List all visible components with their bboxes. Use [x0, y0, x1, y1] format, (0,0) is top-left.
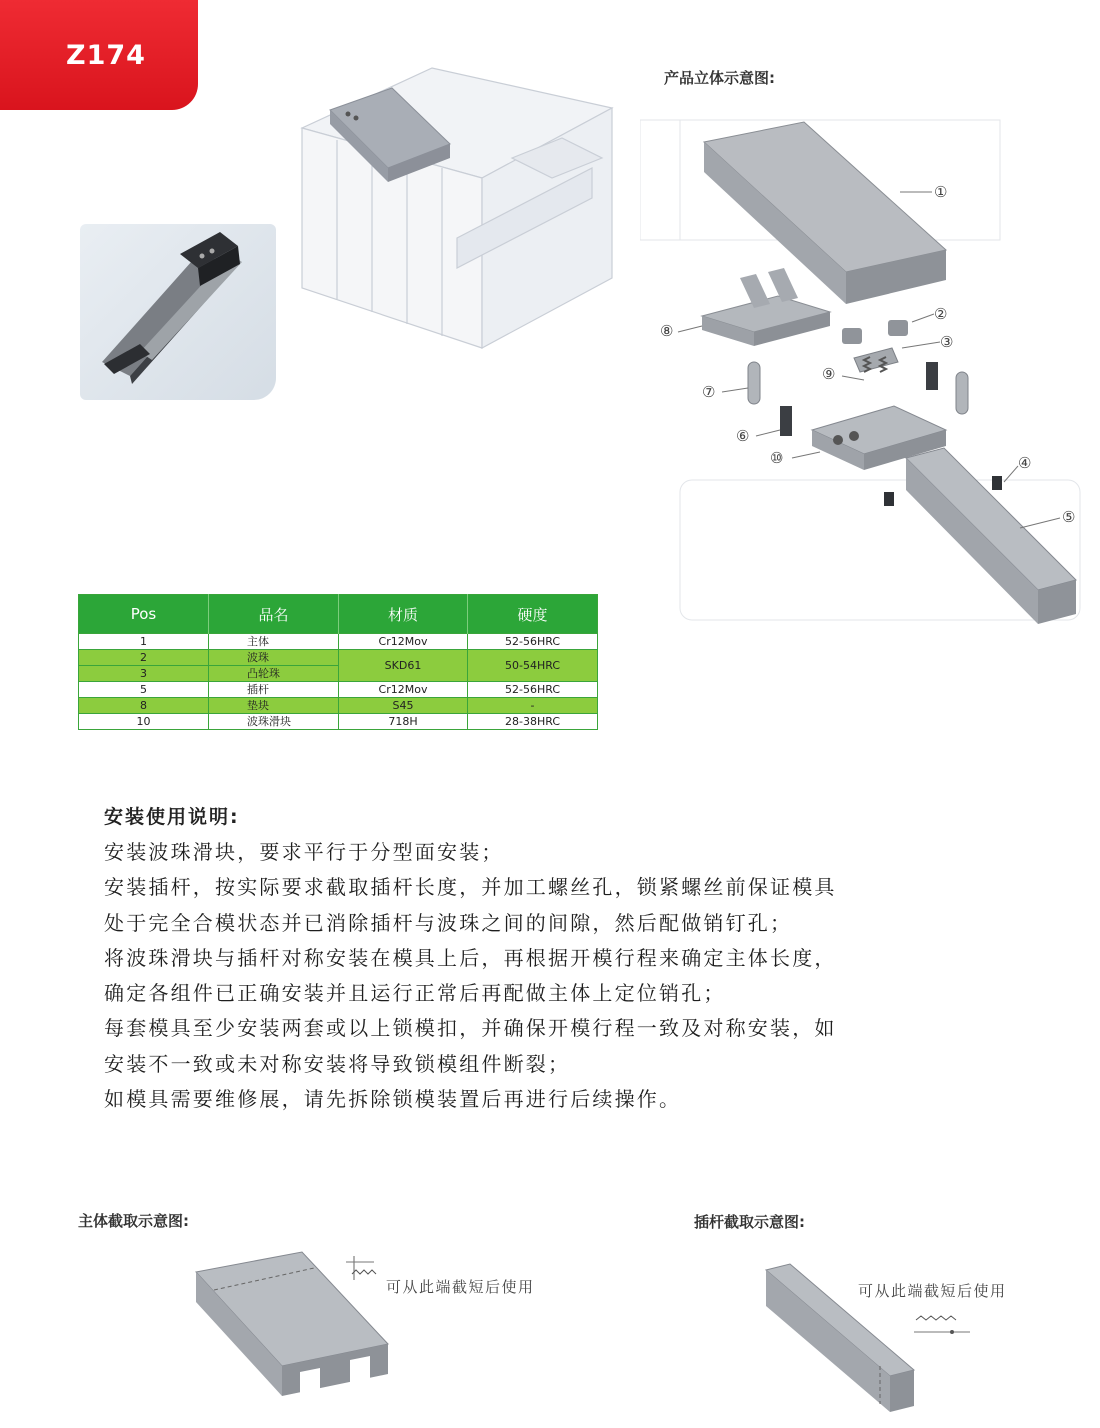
instructions-title: 安装使用说明:: [104, 806, 240, 828]
table-header-row: [79, 595, 598, 634]
cell-name: 插杆: [209, 682, 339, 698]
cell-name: 凸轮珠: [209, 666, 339, 682]
cell-hardness: 50-54HRC: [468, 650, 598, 682]
instruction-line: 安装插杆，按实际要求截取插杆长度，并加工螺丝孔，锁紧螺丝前保证模具: [104, 875, 837, 900]
table-row: [79, 634, 598, 650]
product-code-tab: [0, 0, 198, 110]
callout-3: ③: [940, 333, 954, 351]
header-pos: Pos: [79, 595, 209, 634]
cell-material: S45: [339, 698, 468, 714]
installation-instructions: [104, 802, 1004, 1117]
cell-pos: 1: [79, 634, 209, 650]
cell-name: 波珠: [209, 650, 339, 666]
table-row: [79, 650, 598, 666]
mold-assembly-illustration: [282, 48, 672, 388]
instruction-line: 安装不一致或未对称安装将导致锁模组件断裂；: [104, 1051, 571, 1076]
callout-7: ⑦: [702, 383, 716, 401]
instruction-line: 安装波珠滑块，要求平行于分型面安装；: [104, 840, 504, 864]
cell-name: 垫块: [209, 698, 339, 714]
cell-pos: 10: [79, 714, 209, 730]
cut-body-heading: 主体截取示意图:: [78, 1212, 189, 1230]
cell-material: 718H: [339, 714, 468, 730]
callout-9: ⑨: [822, 365, 836, 383]
cut-rod-note: 可从此端截短后使用: [858, 1282, 1007, 1300]
exploded-diagram-heading: 产品立体示意图:: [664, 69, 775, 87]
cell-material: SKD61: [339, 650, 468, 682]
header-material: 材质: [339, 595, 468, 634]
cell-pos: 8: [79, 698, 209, 714]
callout-8: ⑧: [660, 322, 674, 340]
cell-pos: 2: [79, 650, 209, 666]
exploded-view-diagram: [640, 100, 1090, 630]
table-row: [79, 714, 598, 730]
spec-table: [78, 594, 598, 730]
instruction-line: 每套模具至少安装两套或以上锁模扣，并确保开模行程一致及对称安装，如: [104, 1016, 837, 1041]
header-name: 品名: [209, 595, 339, 634]
cell-name: 波珠滑块: [209, 714, 339, 730]
instruction-line: 如模具需要维修展，请先拆除锁模装置后再进行后续操作。: [104, 1087, 682, 1112]
cell-hardness: 52-56HRC: [468, 682, 598, 698]
callout-2: ②: [934, 305, 948, 323]
cut-rod-heading: 插杆截取示意图:: [694, 1213, 805, 1231]
cell-hardness: 28-38HRC: [468, 714, 598, 730]
cell-material: Cr12Mov: [339, 634, 468, 650]
cut-mark-icon: [346, 1252, 386, 1288]
part-main-body: [704, 122, 946, 304]
cut-body-note: 可从此端截短后使用: [386, 1278, 535, 1296]
part-spacer-block: [702, 268, 830, 346]
cell-hardness: -: [468, 698, 598, 714]
callout-1: ①: [934, 183, 948, 201]
callout-5: ⑤: [1062, 508, 1076, 526]
cell-hardness: 52-56HRC: [468, 634, 598, 650]
cut-mark-icon: [912, 1310, 972, 1340]
instruction-line: 将波珠滑块与插杆对称安装在模具上后，再根据开模行程来确定主体长度，: [104, 945, 837, 970]
cell-pos: 5: [79, 682, 209, 698]
callout-4: ④: [1018, 454, 1032, 472]
product-photo: [80, 224, 276, 400]
cell-pos: 3: [79, 666, 209, 682]
part-insert-rod: [906, 448, 1076, 624]
table-row: [79, 698, 598, 714]
table-row: [79, 682, 598, 698]
cell-name: 主体: [209, 634, 339, 650]
callout-6: ⑥: [736, 427, 750, 445]
header-hardness: 硬度: [468, 595, 598, 634]
product-code: Z174: [66, 40, 146, 71]
instruction-line: 确定各组件已正确安装并且运行正常后再配做主体上定位销孔；: [104, 981, 726, 1006]
callout-10: ⑩: [770, 449, 784, 467]
cell-material: Cr12Mov: [339, 682, 468, 698]
instruction-line: 处于完全合模状态并已消除插杆与波珠之间的间隙，然后配做销钉孔；: [104, 910, 793, 935]
